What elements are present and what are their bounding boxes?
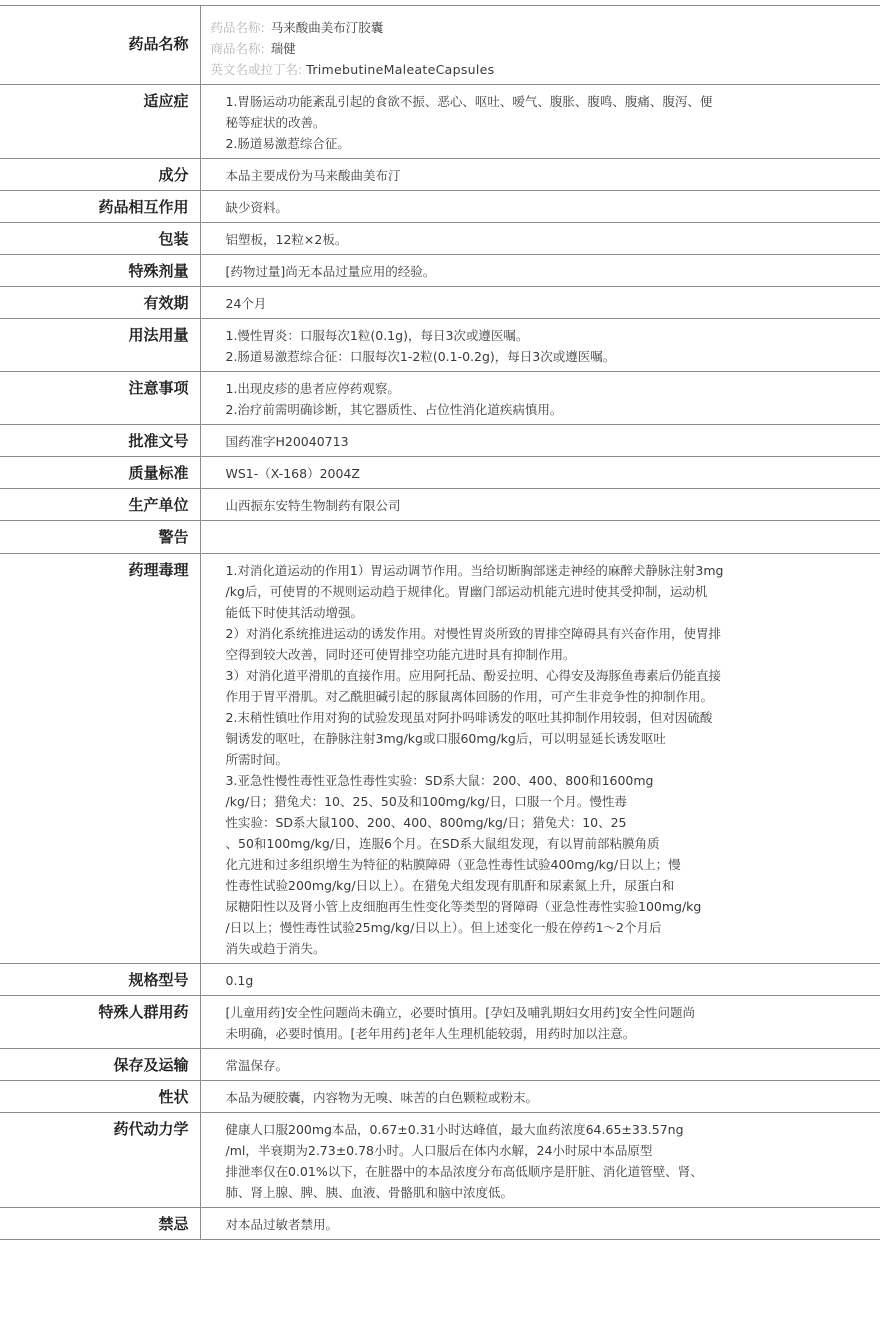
value-line: 肺、肾上腺、脾、胰、血液、骨骼肌和脑中浓度低。 — [225, 1185, 514, 1200]
value-line: 未明确，必要时慎用。[老年用药]老年人生理机能较弱，用药时加以注意。 — [225, 1026, 636, 1041]
value-line: 秘等症状的改善。 — [225, 115, 326, 130]
row-value — [200, 964, 880, 996]
row-value — [200, 1049, 880, 1081]
value-line: 2.末稍性镇吐作用对狗的试验发现虽对阿扑吗啡诱发的呕吐其抑制作用较弱，但对因硫酸 — [225, 710, 713, 725]
row-label — [0, 1113, 200, 1208]
value-line: 对本品过敏者禁用。 — [225, 1217, 339, 1232]
row-label — [0, 191, 200, 223]
english-name-key: 英文名或拉丁名: — [210, 62, 303, 77]
value-line: /kg后，可使胃的不规则运动趋于规律化。胃幽门部运动机能亢进时使其受抑制，运动机 — [225, 584, 708, 599]
row-value — [200, 489, 880, 521]
row-value — [200, 1113, 880, 1208]
value-line: 2.肠道易激惹综合征：口服每次1-2粒(0.1-0.2g)，每日3次或遵医嘱。 — [225, 349, 616, 364]
value-line: 常温保存。 — [225, 1058, 289, 1073]
label-interactions: 药品相互作用 — [98, 198, 189, 216]
row-contraindications — [0, 1208, 880, 1240]
row-label — [0, 319, 200, 372]
value-line: /日以上；慢性毒性试验25mg/kg/日以上）。但上述变化一般在停药1～2个月后 — [225, 920, 662, 935]
row-label — [0, 372, 200, 425]
row-value — [200, 457, 880, 489]
label-package: 包装 — [158, 230, 189, 248]
label-overdose: 特殊剂量 — [128, 262, 189, 280]
value-line: [药物过量]尚无本品过量应用的经验。 — [225, 264, 436, 279]
row-warning — [0, 521, 880, 554]
label-contraindications: 禁忌 — [158, 1215, 189, 1233]
row-label — [0, 425, 200, 457]
row-precautions — [0, 372, 880, 425]
row-label — [0, 457, 200, 489]
value-line: 缺少资料。 — [225, 200, 289, 215]
label-precautions: 注意事项 — [128, 379, 189, 397]
label-storage: 保存及运输 — [113, 1056, 189, 1074]
label-drug-name: 药品名称 — [128, 35, 189, 53]
label-manufacturer: 生产单位 — [128, 496, 189, 514]
label-warning: 警告 — [158, 528, 189, 546]
row-storage — [0, 1049, 880, 1081]
value-line: 铝塑板，12粒×2板。 — [225, 232, 348, 247]
label-approval: 批准文号 — [128, 432, 189, 450]
label-ingredients: 成分 — [158, 166, 189, 184]
row-value — [200, 554, 880, 964]
row-value — [200, 6, 880, 85]
value-line: /kg/日；猎兔犬：10、25、50及和100mg/kg/日，口服一个月。慢性毒 — [225, 794, 627, 809]
trade-name-line — [211, 38, 781, 59]
row-value — [200, 319, 880, 372]
generic-name-key: 药品名称: — [210, 20, 265, 35]
row-label — [0, 554, 200, 964]
value-line: 性毒性试验200mg/kg/日以上）。在猎兔犬组发现有肌酐和尿素氮上升，尿蛋白和 — [225, 878, 675, 893]
row-validity — [0, 287, 880, 319]
row-value — [200, 191, 880, 223]
value-line: 24个月 — [225, 296, 267, 311]
label-pharmacokinetics: 药代动力学 — [113, 1120, 189, 1138]
label-validity: 有效期 — [143, 294, 189, 312]
drug-info-table — [0, 5, 880, 1240]
value-line: 1.胃肠运动功能紊乱引起的食欲不振、恶心、呕吐、嗳气、腹胀、腹鸣、腹痛、腹泻、便 — [225, 94, 713, 109]
value-line: 化亢进和过多组织增生为特征的粘膜障碍（亚急性毒性试验400mg/kg/日以上；慢 — [225, 857, 681, 872]
value-line: 1.对消化道运动的作用1）胃运动调节作用。当给切断胸部迷走神经的麻醉犬静脉注射3mg — [225, 563, 724, 578]
row-spec — [0, 964, 880, 996]
row-value — [200, 159, 880, 191]
row-pharmacokinetics — [0, 1113, 880, 1208]
value-line: 本品主要成份为马来酸曲美布汀 — [225, 168, 401, 183]
value-line: 排泄率仅在0.01%以下，在脏器中的本品浓度分布高低顺序是肝脏、消化道管壁、肾、 — [225, 1164, 703, 1179]
row-standard — [0, 457, 880, 489]
row-overdose — [0, 255, 880, 287]
row-label — [0, 521, 200, 554]
generic-name-line — [211, 17, 781, 38]
label-special-groups: 特殊人群用药 — [98, 1003, 189, 1021]
row-label — [0, 159, 200, 191]
row-label — [0, 964, 200, 996]
row-label — [0, 6, 200, 85]
row-label — [0, 287, 200, 319]
row-value — [200, 255, 880, 287]
value-line: /ml，半衰期为2.73±0.78小时。人口服后在体内水解，24小时尿中本品原型 — [225, 1143, 653, 1158]
value-line: 1.出现皮疹的患者应停药观察。 — [225, 381, 400, 396]
row-label — [0, 1049, 200, 1081]
english-name-value: TrimebutineMaleateCapsules — [306, 62, 495, 77]
value-line: 2.治疗前需明确诊断，其它器质性、占位性消化道疾病慎用。 — [225, 402, 563, 417]
value-line: 消失或趋于消失。 — [225, 941, 326, 956]
value-line: 3.亚急性慢性毒性亚急性毒性实验：SD系大鼠：200、400、800和1600mg — [225, 773, 654, 788]
row-ingredients — [0, 159, 880, 191]
value-line: 铜诱发的呕吐，在静脉注射3mg/kg或口服60mg/kg后，可以明显延长诱发呕吐 — [225, 731, 666, 746]
label-indications: 适应症 — [143, 92, 189, 110]
row-value — [200, 996, 880, 1049]
generic-name-value: 马来酸曲美布汀胶囊 — [270, 20, 384, 35]
row-label — [0, 85, 200, 159]
row-value — [200, 223, 880, 255]
value-line: 空得到较大改善，同时还可使胃排空功能亢进时具有抑制作用。 — [225, 647, 576, 662]
row-label — [0, 1081, 200, 1113]
row-label — [0, 489, 200, 521]
row-drug-name — [0, 6, 880, 85]
english-name-line — [211, 59, 781, 80]
row-approval — [0, 425, 880, 457]
value-line: 0.1g — [225, 973, 254, 988]
value-line: 性实验：SD系大鼠100、200、400、800mg/kg/日；猎兔犬：10、25 — [225, 815, 627, 830]
row-value — [200, 85, 880, 159]
row-special-groups — [0, 996, 880, 1049]
row-indications — [0, 85, 880, 159]
value-line: 所需时间。 — [225, 752, 289, 767]
row-dosage — [0, 319, 880, 372]
label-standard: 质量标准 — [128, 464, 189, 482]
row-value — [200, 425, 880, 457]
row-label — [0, 1208, 200, 1240]
value-line: 山西振东安特生物制药有限公司 — [225, 498, 401, 513]
row-label — [0, 223, 200, 255]
label-spec: 规格型号 — [128, 971, 189, 989]
value-line: 3）对消化道平滑肌的直接作用。应用阿托品、酚妥拉明、心得安及海豚鱼毒素后仍能直接 — [225, 668, 721, 683]
row-value — [200, 372, 880, 425]
value-line: 2.肠道易激惹综合征。 — [225, 136, 350, 151]
row-properties — [0, 1081, 880, 1113]
row-manufacturer — [0, 489, 880, 521]
trade-name-value: 瑞健 — [270, 41, 296, 56]
value-line: 健康人口服200mg本品，0.67±0.31小时达峰值，最大血药浓度64.65±33.57ng — [225, 1122, 684, 1137]
row-interactions — [0, 191, 880, 223]
label-properties: 性状 — [158, 1088, 189, 1106]
row-value — [200, 521, 880, 554]
row-value — [200, 1208, 880, 1240]
value-line: 1.慢性胃炎：口服每次1粒(0.1g)，每日3次或遵医嘱。 — [225, 328, 529, 343]
value-line: WS1-（X-168）2004Z — [225, 466, 360, 481]
value-line: 能低下时使其活动增强。 — [225, 605, 364, 620]
value-line: 本品为硬胶囊，内容物为无嗅、味苦的白色颗粒或粉末。 — [225, 1090, 539, 1105]
value-line: 2）对消化系统推进运动的诱发作用。对慢性胃炎所致的胃排空障碍具有兴奋作用，使胃排 — [225, 626, 721, 641]
value-line: 尿糖阳性以及肾小管上皮细胞再生性变化等类型的肾障碍（亚急性毒性实验100mg/kg — [225, 899, 702, 914]
value-line: 、50和100mg/kg/日，连服6个月。在SD系大鼠组发现，有以胃前部粘膜角质 — [225, 836, 660, 851]
row-value — [200, 287, 880, 319]
row-label — [0, 255, 200, 287]
label-dosage: 用法用量 — [128, 326, 189, 344]
trade-name-key: 商品名称: — [210, 41, 265, 56]
row-label — [0, 996, 200, 1049]
value-line: 作用于胃平滑肌。对乙酰胆碱引起的豚鼠离体回肠的作用，可产生非竞争性的抑制作用。 — [225, 689, 714, 704]
row-value — [200, 1081, 880, 1113]
value-line: [儿童用药]安全性问题尚未确立，必要时慎用。[孕妇及哺乳期妇女用药]安全性问题尚 — [225, 1005, 696, 1020]
label-pharmacology: 药理毒理 — [128, 561, 189, 579]
row-pharmacology — [0, 554, 880, 964]
value-line: 国药准字H20040713 — [225, 434, 349, 449]
row-package — [0, 223, 880, 255]
